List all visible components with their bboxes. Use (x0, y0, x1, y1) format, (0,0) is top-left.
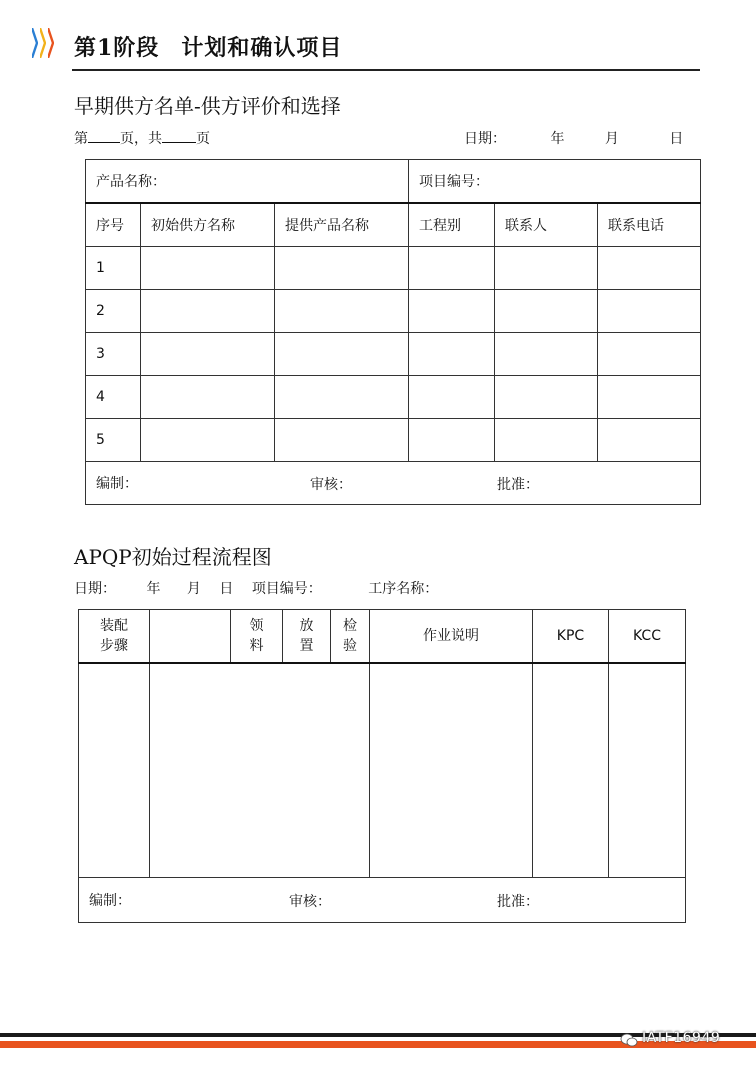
project-number-cell: 项目编号： (409, 160, 701, 204)
table-cell[interactable] (141, 376, 275, 419)
chevron-blue-icon (32, 28, 38, 58)
table-cell[interactable] (275, 419, 409, 462)
col-header-collect: 领 料 (231, 610, 283, 664)
row-number: 3 (86, 333, 141, 376)
table-cell[interactable] (409, 290, 495, 333)
page-count-line: 第 页，共 页 (74, 131, 210, 147)
approve-label: 批准： (497, 894, 539, 910)
table-cell[interactable] (409, 376, 495, 419)
col-header-assembly-step: 装配 步骤 (79, 610, 150, 664)
compile-label: 编制： (89, 893, 131, 909)
table-cell[interactable] (409, 419, 495, 462)
table-cell[interactable] (79, 663, 150, 878)
col-header-contact: 联系人 (495, 203, 598, 247)
title-divider (72, 69, 700, 71)
table-row (86, 290, 701, 333)
table-cell[interactable] (275, 247, 409, 290)
table-cell[interactable] (141, 290, 275, 333)
col-header-engineering: 工程别 (409, 203, 495, 247)
phase-label: 第1阶段 (74, 35, 160, 61)
col-header-supplier: 初始供方名称 (141, 203, 275, 247)
table-cell[interactable] (495, 419, 598, 462)
wechat-icon (620, 1032, 638, 1046)
col-header-product: 提供产品名称 (275, 203, 409, 247)
col-header-place: 放 置 (283, 610, 331, 664)
date-line: 日期： 年 月 日 (464, 131, 684, 147)
row-number: 5 (86, 419, 141, 462)
section1-title: 早期供方名单-供方评价和选择 (74, 94, 341, 118)
col-header-kcc: KCC (609, 610, 686, 664)
col-header-blank (150, 610, 231, 664)
chevron-orange-icon (48, 28, 54, 58)
review-label: 审核： (289, 894, 331, 910)
process-info-line: 日期： 年 月 日 项目编号： 工序名称： (74, 581, 439, 597)
col-header-kpc: KPC (533, 610, 609, 664)
table-cell[interactable] (141, 333, 275, 376)
table-cell[interactable] (598, 419, 701, 462)
table-cell[interactable] (495, 290, 598, 333)
table-cell[interactable] (609, 663, 686, 878)
section2-title: APQP初始过程流程图 (74, 545, 272, 569)
table-cell[interactable] (598, 247, 701, 290)
table-cell[interactable] (409, 333, 495, 376)
apqp-flow-table (78, 609, 686, 923)
chevron-yellow-icon (40, 28, 46, 58)
table-row (86, 376, 701, 419)
table-row (86, 247, 701, 290)
page-title (74, 31, 342, 62)
supplier-table (85, 159, 701, 505)
table-cell[interactable] (533, 663, 609, 878)
signature-row (86, 462, 701, 505)
table-cell[interactable] (275, 290, 409, 333)
row-number: 4 (86, 376, 141, 419)
table-cell[interactable] (275, 333, 409, 376)
row-number: 2 (86, 290, 141, 333)
product-name-cell: 产品名称： (86, 160, 409, 204)
table-cell[interactable] (598, 333, 701, 376)
compile-label: 编制： (96, 476, 138, 492)
phase-subtitle: 计划和确认项目 (181, 35, 343, 61)
table-cell[interactable] (141, 247, 275, 290)
col-header-seq: 序号 (86, 203, 141, 247)
table-row (86, 333, 701, 376)
table-cell[interactable] (150, 663, 370, 878)
col-header-phone: 联系电话 (598, 203, 701, 247)
table-cell[interactable] (409, 247, 495, 290)
table-cell[interactable] (141, 419, 275, 462)
watermark-text: IATF16949 (642, 1030, 721, 1046)
table-cell[interactable] (495, 376, 598, 419)
table-cell[interactable] (495, 247, 598, 290)
table-row (79, 663, 686, 878)
signature-row (79, 878, 686, 923)
table-cell[interactable] (370, 663, 533, 878)
table-cell[interactable] (598, 376, 701, 419)
table-row (86, 419, 701, 462)
col-header-inspect: 检 验 (331, 610, 370, 664)
table-cell[interactable] (495, 333, 598, 376)
approve-label: 批准： (497, 477, 539, 493)
review-label: 审核： (310, 477, 352, 493)
table-cell[interactable] (598, 290, 701, 333)
table-cell[interactable] (275, 376, 409, 419)
row-number: 1 (86, 247, 141, 290)
col-header-work-desc: 作业说明 (370, 610, 533, 664)
